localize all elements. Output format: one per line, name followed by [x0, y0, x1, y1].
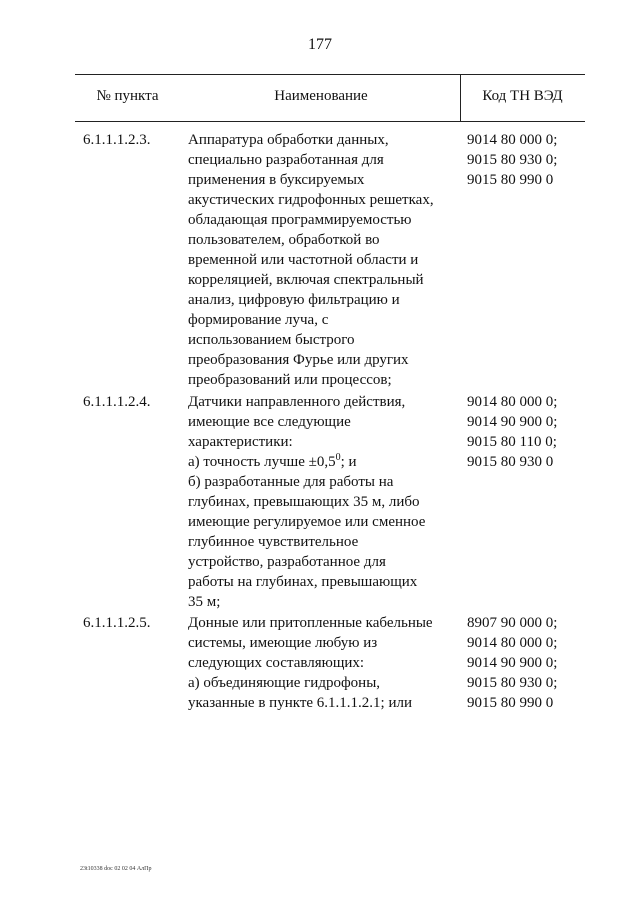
- item-number: 6.1.1.1.2.4.: [83, 394, 151, 410]
- tn-ved-codes: 9014 80 000 0; 9015 80 930 0; 9015 80 990 0: [467, 132, 558, 188]
- page-number: 177: [308, 36, 332, 53]
- header-code-column: Код ТН ВЭД: [482, 88, 563, 104]
- item-description: Аппаратура обработки данных, специально разработанная для применения в буксируемых акустических гидрофонных решетках, обладающая программируемостью пользователем, обработкой во временной или частотной области и корреляцией, включая спектральный анализ, цифровую фильтрацию и формирование луча, с использованием быстрого преобразования Фурье или других преобразований или процессов;: [188, 132, 434, 388]
- table-header: [75, 74, 585, 122]
- header-number-column: № пункта: [96, 88, 159, 104]
- document-footer: 23t10338 doc 02 02 04 АлПр: [80, 866, 152, 872]
- item-number: 6.1.1.1.2.5.: [83, 615, 151, 631]
- accuracy-line: а) точность лучше $\pm 0,5^0$; и: [188, 452, 357, 470]
- item-number: 6.1.1.1.2.3.: [83, 132, 151, 148]
- header-name-column: Наименование: [274, 88, 368, 104]
- item-description: Донные или притопленные кабельные системы, имеющие любую из следующих составляющих: а) объединяющие гидрофоны, указанные в пункте 6.1.1.1.2.1; или: [188, 615, 433, 711]
- tn-ved-codes: 8907 90 000 0; 9014 80 000 0; 9014 90 900 0; 9015 80 930 0; 9015 80 990 0: [467, 615, 558, 711]
- tn-ved-codes: 9014 80 000 0; 9014 90 900 0; 9015 80 110 0; 9015 80 930 0: [467, 394, 558, 470]
- item-description: Датчики направленного действия, имеющие все следующие характеристики: а) точность лучше $\pm 0,5^0$; и б) разработанные для работы на глубинах, превышающих 35 м, либо имеющие регулируемое или сменное глубинное чувствительное устройство, разработанное для работы на глубинах, превышающих 35 м;: [188, 392, 458, 612]
